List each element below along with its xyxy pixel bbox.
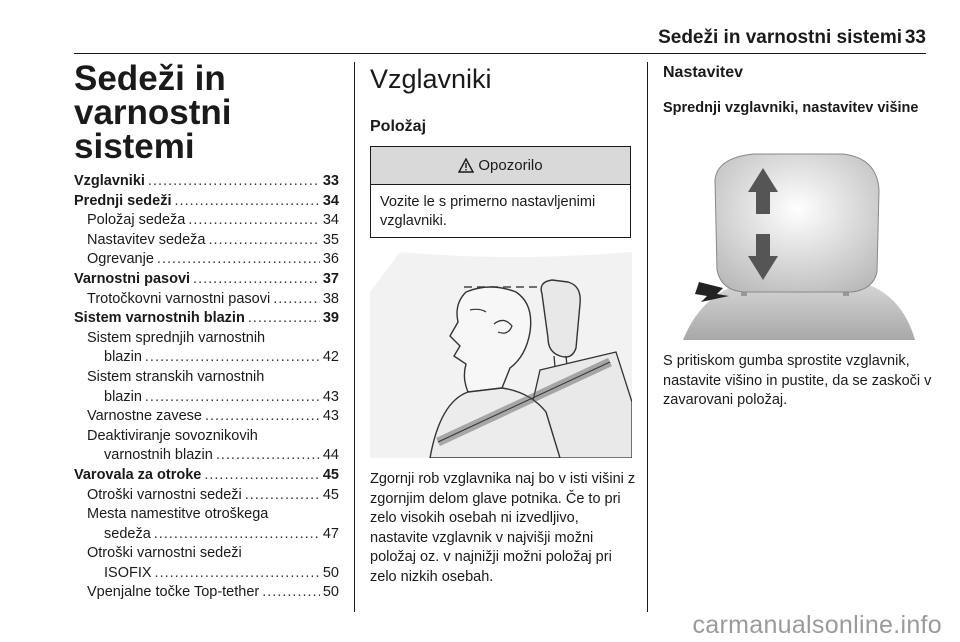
toc-entry-title: Varovala za otroke bbox=[74, 466, 202, 483]
warning-header bbox=[371, 147, 630, 185]
toc-entry-title: blazin bbox=[104, 349, 142, 366]
toc-entry bbox=[74, 564, 339, 584]
toc-entry-title: Ogrevanje bbox=[87, 251, 154, 268]
toc-entry-page: 47 bbox=[322, 525, 339, 542]
position-paragraph: Zgornji rob vzglavnika naj bo v isti višini z zgornjim delom glave potnika. Če to pri zelo visokih osebah ni izvedljivo, nastavite vzglavnik v najvišji možni položaj oz. v najnižji možni položaj pri zelo nizkih osebah. bbox=[370, 471, 636, 585]
toc-entry-page: 34 bbox=[322, 192, 339, 209]
toc-entry bbox=[74, 250, 339, 270]
toc-entry bbox=[74, 270, 339, 290]
toc-entry bbox=[74, 368, 339, 388]
toc-entry-page: 43 bbox=[322, 408, 339, 425]
toc-entry bbox=[74, 505, 339, 525]
toc-entry bbox=[74, 290, 339, 310]
warning-box bbox=[370, 146, 631, 238]
toc-entry bbox=[74, 388, 339, 408]
toc-entry bbox=[74, 427, 339, 447]
toc-entry bbox=[74, 172, 339, 192]
toc-entry bbox=[74, 466, 339, 486]
toc-entry-page: 38 bbox=[322, 290, 339, 307]
toc-leader-dots bbox=[208, 231, 319, 251]
watermark: carmanualsonline.info bbox=[692, 611, 942, 639]
warning-text: Vozite le s primerno nastavljenimi vzglavniki. bbox=[380, 194, 596, 229]
toc-leader-dots bbox=[175, 192, 320, 212]
toc-entry-page: 37 bbox=[322, 270, 339, 287]
adjust-subtitle: Sprednji vzglavniki, nastavitev višine bbox=[663, 100, 919, 116]
toc-entry bbox=[74, 446, 339, 466]
toc-entry-title: Deaktiviranje sovoznikovih bbox=[87, 427, 258, 444]
section-subtitle: Položaj bbox=[370, 118, 427, 135]
toc-entry bbox=[74, 211, 339, 231]
toc-entry bbox=[74, 231, 339, 251]
toc-leader-dots bbox=[262, 583, 320, 603]
toc-leader-dots bbox=[155, 564, 320, 584]
toc-leader-dots bbox=[148, 172, 320, 192]
headrest-position-illustration bbox=[370, 252, 632, 458]
toc-leader-dots bbox=[188, 211, 320, 231]
toc-entry-title: blazin bbox=[104, 388, 142, 405]
toc-entry bbox=[74, 583, 339, 603]
toc-entry-page: 43 bbox=[322, 388, 339, 405]
toc-leader-dots bbox=[154, 525, 320, 545]
toc-entry-title: Prednji sedeži bbox=[74, 192, 172, 209]
toc-entry-page: 45 bbox=[322, 486, 339, 503]
page-number: 33 bbox=[904, 27, 926, 48]
toc-entry bbox=[74, 544, 339, 564]
section-title: Vzglavniki bbox=[370, 64, 492, 94]
toc-entry bbox=[74, 525, 339, 545]
warning-title: Opozorilo bbox=[478, 157, 543, 174]
column-divider bbox=[354, 62, 355, 612]
toc-entry-page: 50 bbox=[322, 584, 339, 601]
toc-entry-page: 50 bbox=[322, 564, 339, 581]
toc-entry-page: 36 bbox=[322, 251, 339, 268]
toc-entry-title: ISOFIX bbox=[104, 564, 152, 581]
toc-entry-title: Položaj sedeža bbox=[87, 212, 186, 229]
toc-leader-dots bbox=[205, 407, 320, 427]
toc-entry bbox=[74, 309, 339, 329]
toc-entry-title: Mesta namestitve otroškega bbox=[87, 506, 269, 523]
toc-entry bbox=[74, 486, 339, 506]
running-header-title: Sedeži in varnostni sistemi bbox=[658, 27, 902, 48]
adjust-paragraph: S pritiskom gumba sprostite vzglavnik, nastavite višino in pustite, da se zaskoči v zavarovani položaj. bbox=[663, 353, 932, 409]
toc-entry-title: Sistem sprednjih varnostnih bbox=[87, 329, 266, 346]
toc-leader-dots bbox=[245, 486, 320, 506]
toc-entry-title: Nastavitev sedeža bbox=[87, 231, 206, 248]
toc-entry-page: 34 bbox=[322, 212, 339, 229]
toc-leader-dots bbox=[157, 250, 320, 270]
toc-leader-dots bbox=[273, 290, 320, 310]
toc-entry-title: varnostnih blazin bbox=[104, 447, 213, 464]
toc-entry bbox=[74, 407, 339, 427]
toc-leader-dots bbox=[248, 309, 320, 329]
toc-entry-page: 45 bbox=[322, 466, 339, 483]
toc-entry-title: Sistem varnostnih blazin bbox=[74, 310, 245, 327]
toc-entry-title: Varnostni pasovi bbox=[74, 270, 191, 287]
toc-leader-dots bbox=[193, 270, 320, 290]
adjust-title: Nastavitev bbox=[663, 64, 744, 81]
toc-entry-title: sedeža bbox=[104, 525, 151, 542]
headrest-height-adjust-illustration bbox=[663, 130, 925, 340]
toc-entry-title: Sistem stranskih varnostnih bbox=[87, 368, 265, 385]
toc-entry-title: Otroški varnostni sedeži bbox=[87, 545, 242, 562]
toc-leader-dots bbox=[204, 466, 320, 486]
toc-entry bbox=[74, 192, 339, 212]
toc-leader-dots bbox=[216, 446, 320, 466]
warning-triangle-icon bbox=[458, 158, 474, 173]
toc-entry bbox=[74, 329, 339, 349]
toc-entry bbox=[74, 348, 339, 368]
toc-entry-title: Otroški varnostni sedeži bbox=[87, 486, 242, 503]
toc-leader-dots bbox=[145, 388, 320, 408]
table-of-contents bbox=[74, 172, 339, 603]
toc-entry-page: 39 bbox=[322, 310, 339, 327]
toc-entry-title: Trotočkovni varnostni pasovi bbox=[87, 290, 271, 307]
toc-entry-title: Vzglavniki bbox=[74, 173, 145, 189]
toc-leader-dots bbox=[145, 348, 320, 368]
toc-entry-page: 42 bbox=[322, 349, 339, 366]
toc-entry-title: Vpenjalne točke Top-tether bbox=[87, 584, 260, 601]
column-divider bbox=[647, 62, 648, 612]
toc-entry-title: Varnostne zavese bbox=[87, 408, 202, 425]
toc-entry-page: 44 bbox=[322, 447, 339, 464]
header-rule bbox=[74, 53, 926, 54]
toc-entry-page: 35 bbox=[322, 231, 339, 248]
toc-entry-page: 33 bbox=[322, 173, 339, 189]
chapter-title: Sedeži in varnostni sistemi bbox=[74, 59, 232, 166]
